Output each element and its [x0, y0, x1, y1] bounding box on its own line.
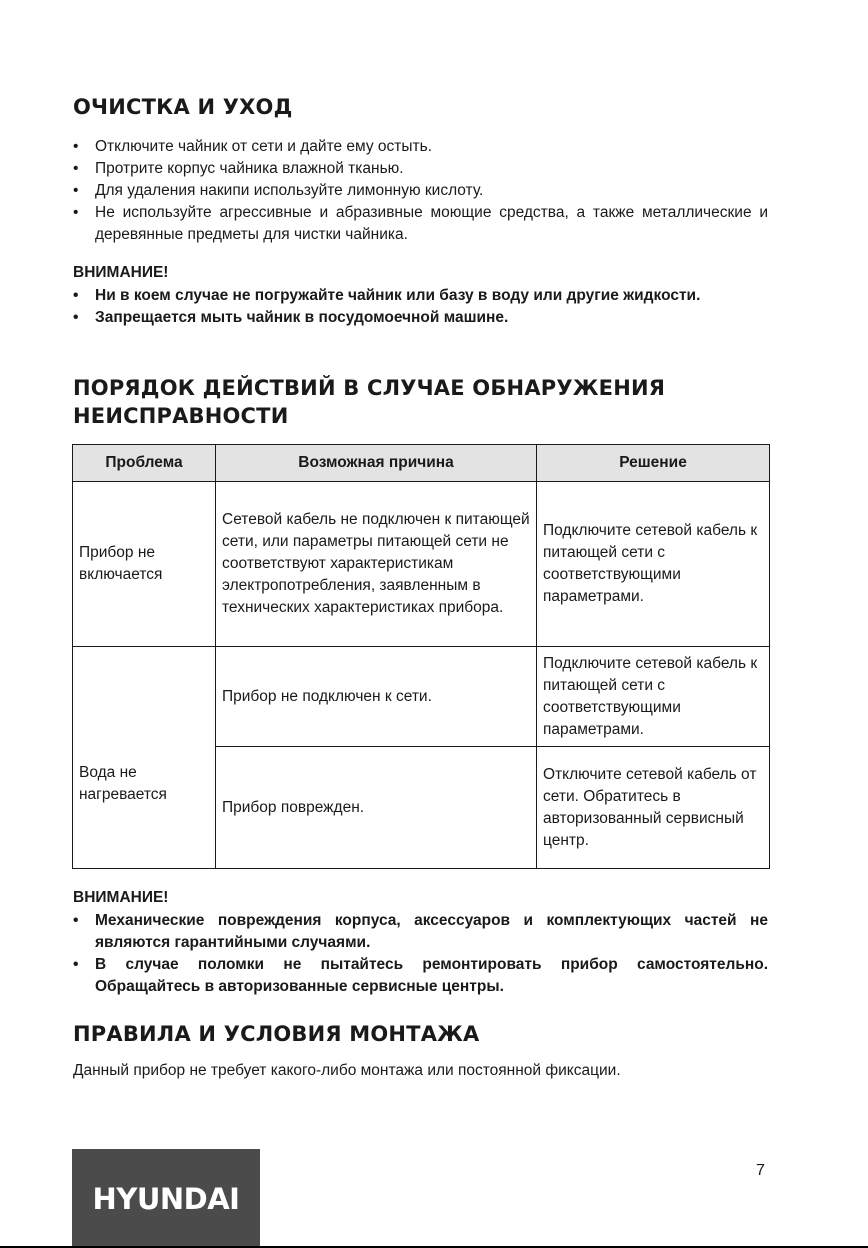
column-header-problem: Проблема [73, 445, 216, 482]
list-item: • Запрещается мыть чайник в посудомоечной машине. [73, 307, 768, 329]
warning-title: ВНИМАНИЕ! [73, 889, 169, 906]
column-header-solution: Решение [537, 445, 770, 482]
cleaning-title: ОЧИСТКА И УХОД [73, 95, 293, 119]
bullet-icon: • [73, 182, 79, 199]
column-header-cause: Возможная причина [216, 445, 537, 482]
bullet-icon: • [73, 160, 79, 177]
list-item: • Отключите чайник от сети и дайте ему остыть. [73, 136, 768, 158]
bullet-icon: • [73, 912, 79, 929]
installation-text: Данный прибор не требует какого-либо монтажа или постоянной фиксации. [73, 1062, 621, 1079]
list-item: • Для удаления накипи используйте лимонную кислоту. [73, 180, 768, 202]
problem-cell: Вода не нагревается [73, 647, 216, 869]
warning-list [73, 285, 768, 329]
troubleshooting-table [72, 444, 770, 869]
list-item: • Механические повреждения корпуса, аксессуаров и комплектующих частей не являются гарантийными случаями. [73, 912, 768, 951]
hyundai-logo: HYUNDAI [72, 1149, 260, 1248]
cause-cell: Прибор поврежден. [216, 747, 537, 869]
list-item: • В случае поломки не пытайтесь ремонтировать прибор самостоятельно. Обращайтесь в авторизованные сервисные центры. [73, 956, 768, 995]
table-header-row [73, 445, 770, 482]
cause-cell: Сетевой кабель не подключен к питающей сети, или параметры питающей сети не соответствуют характеристикам электропотребления, заявленным в технических характеристиках прибора. [216, 482, 537, 647]
solution-cell: Подключите сетевой кабель к питающей сети с соответствующими параметрами. [537, 647, 770, 747]
list-item: • Не используйте агрессивные и абразивные моющие средства, а также металлические и деревянные предметы для чистки чайника. [73, 204, 768, 243]
table-row [73, 482, 770, 647]
cause-cell: Прибор не подключен к сети. [216, 647, 537, 747]
table-row [73, 647, 770, 747]
bullet-icon: • [73, 309, 79, 326]
solution-cell: Отключите сетевой кабель от сети. Обратитесь в авторизованный сервисный центр. [537, 747, 770, 869]
warning-list [73, 910, 768, 998]
troubleshooting-title: ПОРЯДОК ДЕЙСТВИЙ В СЛУЧАЕ ОБНАРУЖЕНИЯ НЕИСПРАВНОСТИ [73, 376, 666, 428]
warning-title: ВНИМАНИЕ! [73, 264, 169, 281]
solution-cell: Подключите сетевой кабель к питающей сети с соответствующими параметрами. [537, 482, 770, 647]
list-item: • Протрите корпус чайника влажной тканью. [73, 158, 768, 180]
list-item: • Ни в коем случае не погружайте чайник или базу в воду или другие жидкости. [73, 285, 768, 307]
page-number: 7 [756, 1162, 765, 1179]
cleaning-list [73, 136, 768, 246]
bullet-icon: • [73, 138, 79, 155]
installation-title: ПРАВИЛА И УСЛОВИЯ МОНТАЖА [73, 1022, 480, 1046]
bullet-icon: • [73, 204, 79, 221]
bullet-icon: • [73, 287, 79, 304]
bullet-icon: • [73, 956, 79, 973]
problem-cell: Прибор не включается [73, 482, 216, 647]
